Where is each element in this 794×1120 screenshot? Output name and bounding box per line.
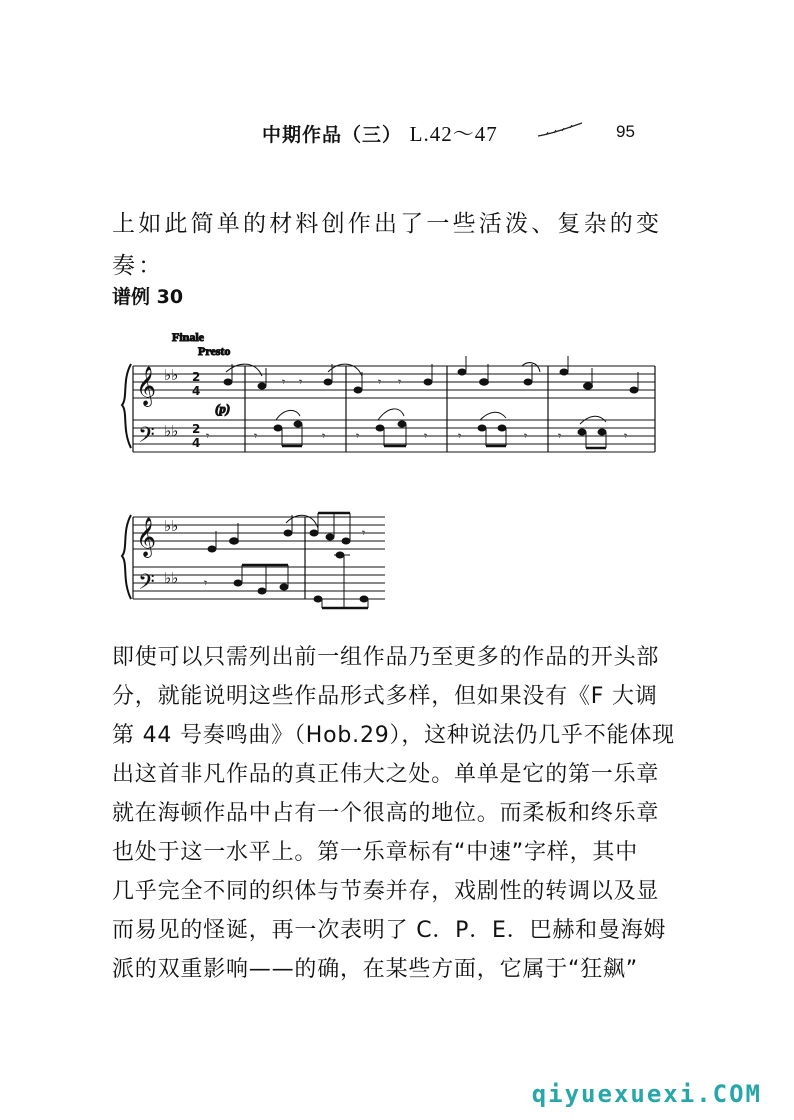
dynamic-mark: (p)	[215, 401, 231, 416]
key-signature: ♭♭	[164, 517, 179, 535]
header-title: 中期作品（三）	[262, 124, 403, 146]
svg-text:𝄾: 𝄾	[424, 429, 428, 443]
svg-text:𝄾: 𝄾	[206, 429, 210, 443]
example-label: 谱例 30	[112, 286, 184, 308]
text-line: 派的双重影响——的确，在某些方面，它属于“狂飙”	[112, 957, 638, 982]
text-line: 即使可以只需列出前一组作品乃至更多的作品的开头部	[112, 645, 660, 670]
text-line: 第 44 号奏鸣曲》（Hob.29），这种说法仍几乎不能体现	[112, 723, 675, 748]
text-line: 就在海顿作品中占有一个很高的地位。而柔板和终乐章	[112, 801, 660, 826]
movement-label: Finale	[172, 330, 204, 344]
paragraph-main	[112, 638, 692, 989]
key-signature: ♭♭	[164, 366, 179, 384]
bass-notes-2	[204, 552, 368, 608]
bass-clef-icon: 𝄢	[138, 570, 155, 600]
svg-text:𝄾: 𝄾	[458, 429, 462, 443]
key-signature: ♭♭	[164, 422, 179, 440]
time-signature: 4	[192, 384, 201, 398]
time-signature: 2	[192, 422, 201, 436]
svg-text:𝄾: 𝄾	[558, 429, 562, 443]
bass-clef-icon: 𝄢	[138, 423, 155, 453]
svg-text:𝄾: 𝄾	[356, 429, 360, 443]
text-line: 也处于这一水平上。第一乐章标有“中速”字样，其中	[112, 840, 638, 865]
brace	[122, 364, 131, 448]
time-signature: 2	[192, 370, 201, 384]
svg-text:𝄾: 𝄾	[624, 429, 628, 443]
svg-text:𝄾: 𝄾	[282, 375, 286, 389]
treble-clef-icon: 𝄞	[136, 517, 157, 557]
barlines-2	[133, 517, 305, 599]
text-line: 几乎完全不同的织体与节奏并存，戏剧性的转调以及显	[112, 879, 660, 904]
page-number: 95	[616, 122, 635, 141]
svg-text:𝄾: 𝄾	[204, 576, 208, 590]
key-signature: ♭♭	[164, 569, 179, 587]
svg-text:𝄾: 𝄾	[524, 429, 528, 443]
svg-text:𝄾: 𝄾	[299, 375, 303, 389]
svg-text:𝄾: 𝄾	[322, 429, 326, 443]
watermark: qiyuexuexi.COM	[531, 1080, 762, 1108]
svg-text:𝄾: 𝄾	[254, 429, 258, 443]
text-line: 分，就能说明这些作品形式多样，但如果没有《F 大调	[112, 684, 658, 709]
svg-text:𝄾: 𝄾	[378, 375, 382, 389]
svg-text:𝄾: 𝄾	[398, 375, 402, 389]
svg-text:𝄾: 𝄾	[362, 526, 366, 540]
header-range: L.42～47	[409, 122, 498, 146]
text-line: 而易见的怪诞，再一次表明了 C．P．E．巴赫和曼海姆	[112, 918, 667, 943]
time-signature: 4	[192, 436, 201, 450]
brace	[122, 515, 131, 599]
treble-staff-1	[133, 366, 655, 398]
text-line: 出这首非凡作品的真正伟大之处。单单是它的第一乐章	[112, 762, 660, 787]
treble-clef-icon: 𝄞	[136, 366, 157, 406]
text-line: 上如此简单的材料创作出了一些活泼、复杂的变	[112, 211, 663, 237]
tempo-label: Presto	[198, 344, 231, 358]
text-line: 奏：	[112, 253, 165, 279]
